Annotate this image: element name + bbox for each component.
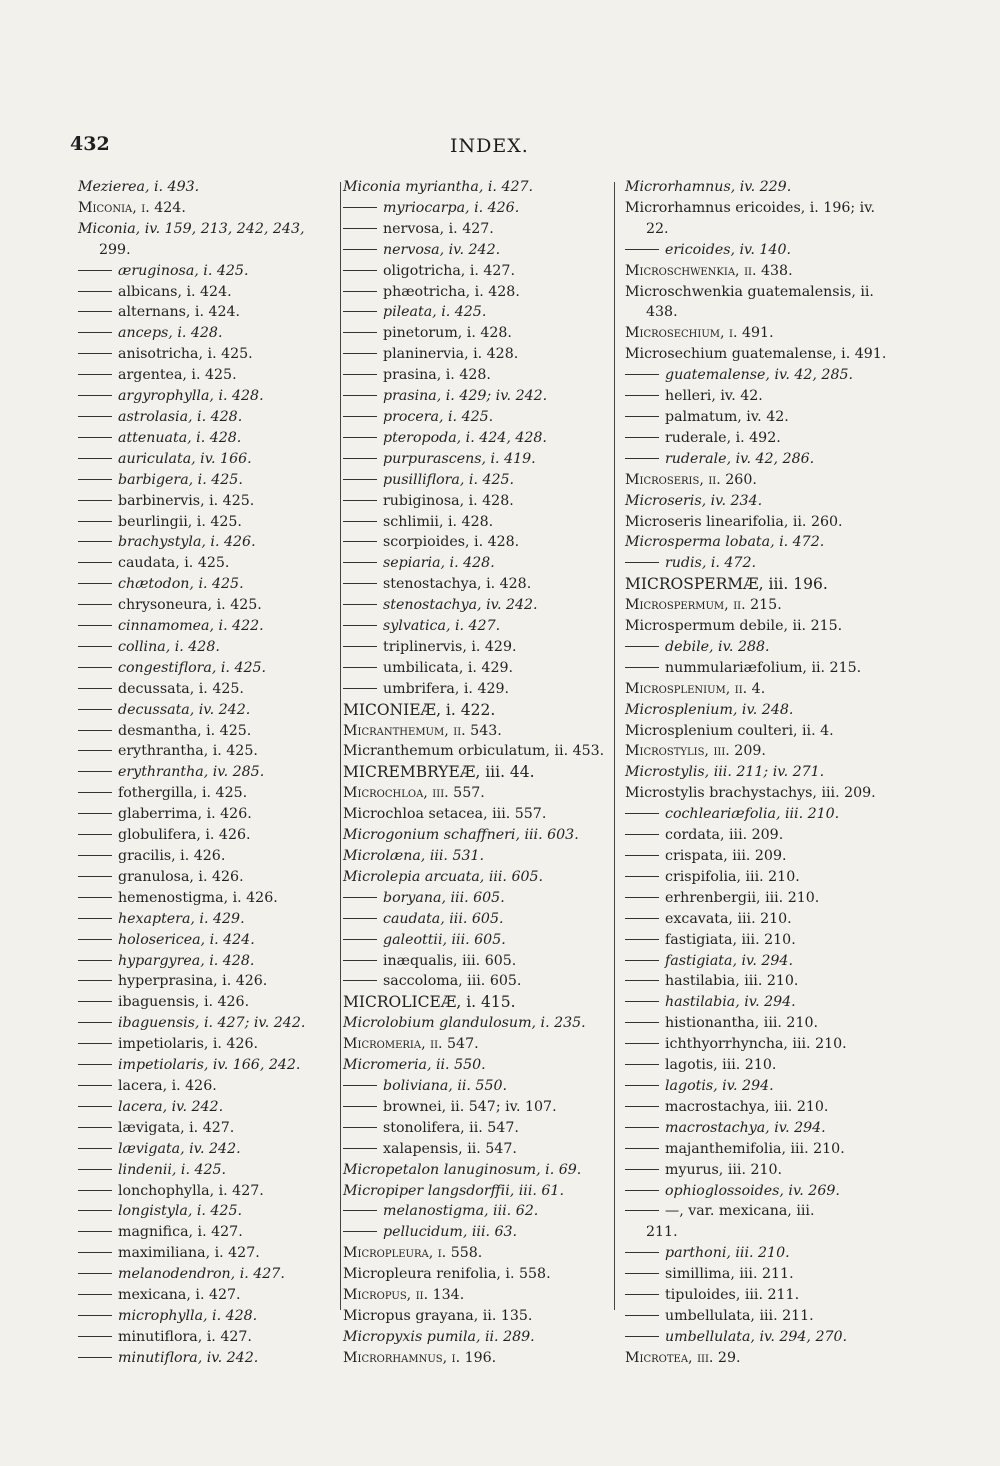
index-entry: fastigiata, iii. 210. <box>625 930 910 951</box>
index-entry: MICROLICEÆ, i. 415. <box>343 993 516 1012</box>
index-entry: MICREMBRYEÆ, iii. 44. <box>343 763 535 782</box>
index-entry: Microstylis brachystachys, iii. 209. <box>625 785 876 802</box>
index-entry: Microschwenkia, ii. 438. <box>625 262 793 279</box>
index-entry: helleri, iv. 42. <box>625 386 910 407</box>
index-entry: Microspermum, ii. 215. <box>625 597 782 614</box>
index-entry: ichthyorrhyncha, iii. 210. <box>625 1034 910 1055</box>
index-entry: cinnamomea, i. 422. <box>78 616 333 637</box>
index-entry: holosericea, i. 424. <box>78 930 333 951</box>
index-entry: cochleariæfolia, iii. 210. <box>625 804 910 825</box>
index-entry: boryana, iii. 605. <box>343 888 608 909</box>
index-entry: ruderale, i. 492. <box>625 428 910 449</box>
index-entry: impetiolaris, i. 426. <box>78 1034 333 1055</box>
index-entry: sylvatica, i. 427. <box>343 616 608 637</box>
index-entry: umbellulata, iv. 294, 270. <box>625 1327 910 1348</box>
index-entry: rubiginosa, i. 428. <box>343 491 608 512</box>
index-entry: triplinervis, i. 429. <box>343 637 608 658</box>
index-entry: Microstylis, iii. 211; iv. 271. <box>625 764 825 781</box>
index-entry: lævigata, iv. 242. <box>78 1139 333 1160</box>
index-entry: Microseris linearifolia, ii. 260. <box>625 513 843 530</box>
index-entry: parthoni, iii. 210. <box>625 1243 910 1264</box>
index-entry: nummulariæfolium, ii. 215. <box>625 658 910 679</box>
index-entry: Microsperma lobata, i. 472. <box>625 534 825 551</box>
index-entry: Microsechium, i. 491. <box>625 325 774 342</box>
index-entry: brachystyla, i. 426. <box>78 532 333 553</box>
index-entry: boliviana, ii. 550. <box>343 1076 608 1097</box>
index-entry: astrolasia, i. 428. <box>78 407 333 428</box>
index-entry: —, var. mexicana, iii. <box>625 1201 910 1222</box>
index-entry: procera, i. 425. <box>343 407 608 428</box>
page-title: INDEX. <box>450 135 529 157</box>
index-entry: Micranthemum orbiculatum, ii. 453. <box>343 743 605 760</box>
index-entry: lagotis, iii. 210. <box>625 1055 910 1076</box>
index-entry: decussata, iv. 242. <box>78 700 333 721</box>
index-entry: 211. <box>646 1224 678 1241</box>
index-entry: pteropoda, i. 424, 428. <box>343 428 608 449</box>
index-entry: collina, i. 428. <box>78 637 333 658</box>
index-entry: scorpioides, i. 428. <box>343 532 608 553</box>
index-column-2 <box>343 177 608 1369</box>
index-entry: stenostachya, i. 428. <box>343 574 608 595</box>
index-entry: MICONIEÆ, i. 422. <box>343 700 496 719</box>
index-entry: umbellulata, iii. 211. <box>625 1306 910 1327</box>
index-entry: saccoloma, iii. 605. <box>343 971 608 992</box>
index-entry: magnifica, i. 427. <box>78 1222 333 1243</box>
index-entry: prasina, i. 428. <box>343 365 608 386</box>
index-entry: Microchloa, iii. 557. <box>343 785 485 802</box>
index-entry: argentea, i. 425. <box>78 365 333 386</box>
index-entry: umbrifera, i. 429. <box>343 679 608 700</box>
index-entry: fothergilla, i. 425. <box>78 783 333 804</box>
index-entry: ruderale, iv. 42, 286. <box>625 449 910 470</box>
index-entry: macrostachya, iv. 294. <box>625 1118 910 1139</box>
index-entry: hemenostigma, i. 426. <box>78 888 333 909</box>
index-entry: nervosa, i. 427. <box>343 219 608 240</box>
index-entry: guatemalense, iv. 42, 285. <box>625 365 910 386</box>
index-entry: fastigiata, iv. 294. <box>625 951 910 972</box>
index-entry: pusilliflora, i. 425. <box>343 470 608 491</box>
index-entry: Micropyxis pumila, ii. 289. <box>343 1328 535 1345</box>
index-entry: oligotricha, i. 427. <box>343 261 608 282</box>
index-entry: lagotis, iv. 294. <box>625 1076 910 1097</box>
index-entry: crispifolia, iii. 210. <box>625 867 910 888</box>
index-entry: granulosa, i. 426. <box>78 867 333 888</box>
index-entry: melanodendron, i. 427. <box>78 1264 333 1285</box>
index-entry: Microseris, iv. 234. <box>625 492 763 509</box>
index-entry: prasina, i. 429; iv. 242. <box>343 386 608 407</box>
index-entry: lacera, iv. 242. <box>78 1097 333 1118</box>
index-entry: globulifera, i. 426. <box>78 825 333 846</box>
index-entry: galeottii, iii. 605. <box>343 930 608 951</box>
column-divider <box>614 182 615 1310</box>
index-entry: anisotricha, i. 425. <box>78 344 333 365</box>
index-column-1 <box>78 177 333 1369</box>
index-column-3 <box>625 177 910 1369</box>
index-entry: attenuata, i. 428. <box>78 428 333 449</box>
index-entry: lonchophylla, i. 427. <box>78 1181 333 1202</box>
index-entry: 438. <box>646 304 678 321</box>
index-entry: stonolifera, ii. 547. <box>343 1118 608 1139</box>
index-entry: glaberrima, i. 426. <box>78 804 333 825</box>
index-entry: chætodon, i. 425. <box>78 574 333 595</box>
index-entry: pileata, i. 425. <box>343 302 608 323</box>
index-entry: barbinervis, i. 425. <box>78 491 333 512</box>
index-entry: hexaptera, i. 429. <box>78 909 333 930</box>
index-entry: Microsplenium coulteri, ii. 4. <box>625 722 834 739</box>
index-entry: histionantha, iii. 210. <box>625 1013 910 1034</box>
index-entry: stenostachya, iv. 242. <box>343 595 608 616</box>
index-entry: Micromeria, ii. 550. <box>343 1057 486 1074</box>
index-entry: MICROSPERMÆ, iii. 196. <box>625 575 828 594</box>
index-entry: chrysoneura, i. 425. <box>78 595 333 616</box>
index-entry: Microsechium guatemalense, i. 491. <box>625 346 887 363</box>
index-entry: Micropiper langsdorffii, iii. 61. <box>343 1182 564 1199</box>
index-entry: longistyla, i. 425. <box>78 1201 333 1222</box>
index-entry: Miconia, iv. 159, 213, 242, 243, <box>78 220 305 237</box>
index-entry: sepiaria, i. 428. <box>343 553 608 574</box>
index-entry: myriocarpa, i. 426. <box>343 198 608 219</box>
index-entry: maximiliana, i. 427. <box>78 1243 333 1264</box>
index-entry: Micropus grayana, ii. 135. <box>343 1307 533 1324</box>
index-entry: Microsplenium, ii. 4. <box>625 680 766 697</box>
index-entry: Micromeria, ii. 547. <box>343 1036 479 1053</box>
index-entry: desmantha, i. 425. <box>78 721 333 742</box>
index-entry: planinervia, i. 428. <box>343 344 608 365</box>
index-entry: Micranthemum, ii. 543. <box>343 722 502 739</box>
index-entry: auriculata, iv. 166. <box>78 449 333 470</box>
index-entry: Microrhamnus, i. 196. <box>343 1349 497 1366</box>
index-entry: Microchloa setacea, iii. 557. <box>343 806 547 823</box>
index-entry: hypargyrea, i. 428. <box>78 951 333 972</box>
index-entry: argyrophylla, i. 428. <box>78 386 333 407</box>
index-entry: brownei, ii. 547; iv. 107. <box>343 1097 608 1118</box>
index-entry: ophioglossoides, iv. 269. <box>625 1181 910 1202</box>
index-entry: lacera, i. 426. <box>78 1076 333 1097</box>
index-entry: minutiflora, iv. 242. <box>78 1348 333 1369</box>
index-entry: debile, iv. 288. <box>625 637 910 658</box>
index-entry: nervosa, iv. 242. <box>343 240 608 261</box>
index-entry: 22. <box>646 220 669 237</box>
index-entry: umbilicata, i. 429. <box>343 658 608 679</box>
index-entry: simillima, iii. 211. <box>625 1264 910 1285</box>
page-number: 432 <box>70 133 110 155</box>
index-entry: Microlepia arcuata, iii. 605. <box>343 868 544 885</box>
index-entry: purpurascens, i. 419. <box>343 449 608 470</box>
index-entry: mexicana, i. 427. <box>78 1285 333 1306</box>
index-entry: ibaguensis, i. 426. <box>78 992 333 1013</box>
index-entry: Microrhamnus ericoides, i. 196; iv. <box>625 199 876 216</box>
index-entry: myurus, iii. 210. <box>625 1160 910 1181</box>
index-entry: Microtea, iii. 29. <box>625 1349 741 1366</box>
index-entry: Microsplenium, iv. 248. <box>625 701 794 718</box>
index-entry: Miconia myriantha, i. 427. <box>343 179 534 195</box>
index-entry: Microrhamnus, iv. 229. <box>625 179 792 195</box>
index-entry: pinetorum, i. 428. <box>343 323 608 344</box>
index-entry: erhrenbergii, iii. 210. <box>625 888 910 909</box>
index-entry: Micropleura renifolia, i. 558. <box>343 1266 551 1283</box>
index-entry: melanostigma, iii. 62. <box>343 1201 608 1222</box>
index-entry: hyperprasina, i. 426. <box>78 971 333 992</box>
index-entry: crispata, iii. 209. <box>625 846 910 867</box>
index-entry: microphylla, i. 428. <box>78 1306 333 1327</box>
index-entry: Micropus, ii. 134. <box>343 1287 465 1304</box>
index-entry: Microspermum debile, ii. 215. <box>625 618 843 635</box>
index-entry: albicans, i. 424. <box>78 282 333 303</box>
index-entry: barbigera, i. 425. <box>78 470 333 491</box>
index-entry: caudata, iii. 605. <box>343 909 608 930</box>
index-entry: congestiflora, i. 425. <box>78 658 333 679</box>
index-entry: Mezierea, i. 493. <box>78 179 200 195</box>
index-entry: palmatum, iv. 42. <box>625 407 910 428</box>
index-entry: macrostachya, iii. 210. <box>625 1097 910 1118</box>
index-entry: Microstylis, iii. 209. <box>625 743 766 760</box>
index-entry: beurlingii, i. 425. <box>78 512 333 533</box>
index-entry: excavata, iii. 210. <box>625 909 910 930</box>
index-entry: lindenii, i. 425. <box>78 1160 333 1181</box>
index-entry: 299. <box>99 241 131 258</box>
index-entry: hastilabia, iii. 210. <box>625 971 910 992</box>
index-entry: cordata, iii. 209. <box>625 825 910 846</box>
index-entry: ericoides, iv. 140. <box>625 240 910 261</box>
index-entry: phæotricha, i. 428. <box>343 282 608 303</box>
index-entry: majanthemifolia, iii. 210. <box>625 1139 910 1160</box>
index-entry: Microlobium glandulosum, i. 235. <box>343 1015 586 1032</box>
index-entry: impetiolaris, iv. 166, 242. <box>78 1055 333 1076</box>
index-entry: gracilis, i. 426. <box>78 846 333 867</box>
index-entry: erythrantha, i. 425. <box>78 741 333 762</box>
index-entry: Micropetalon lanuginosum, i. 69. <box>343 1161 582 1178</box>
index-entry: Microseris, ii. 260. <box>625 471 757 488</box>
index-entry: æruginosa, i. 425. <box>78 261 333 282</box>
index-entry: inæqualis, iii. 605. <box>343 951 608 972</box>
index-entry: Microschwenkia guatemalensis, ii. <box>625 283 874 300</box>
index-entry: caudata, i. 425. <box>78 553 333 574</box>
index-entry: erythrantha, iv. 285. <box>78 762 333 783</box>
index-entry: Microgonium schaffneri, iii. 603. <box>343 827 579 844</box>
index-entry: tipuloides, iii. 211. <box>625 1285 910 1306</box>
index-entry: decussata, i. 425. <box>78 679 333 700</box>
index-entry: rudis, i. 472. <box>625 553 910 574</box>
index-entry: schlimii, i. 428. <box>343 512 608 533</box>
index-entry: xalapensis, ii. 547. <box>343 1139 608 1160</box>
index-entry: pellucidum, iii. 63. <box>343 1222 608 1243</box>
index-entry: Microlæna, iii. 531. <box>343 848 485 864</box>
column-divider <box>340 182 341 1310</box>
index-entry: ibaguensis, i. 427; iv. 242. <box>78 1013 333 1034</box>
index-entry: hastilabia, iv. 294. <box>625 992 910 1013</box>
index-entry: Miconia, i. 424. <box>78 199 186 216</box>
index-entry: anceps, i. 428. <box>78 323 333 344</box>
index-entry: Micropleura, i. 558. <box>343 1245 483 1262</box>
index-entry: minutiflora, i. 427. <box>78 1327 333 1348</box>
index-entry: alternans, i. 424. <box>78 302 333 323</box>
index-entry: lævigata, i. 427. <box>78 1118 333 1139</box>
